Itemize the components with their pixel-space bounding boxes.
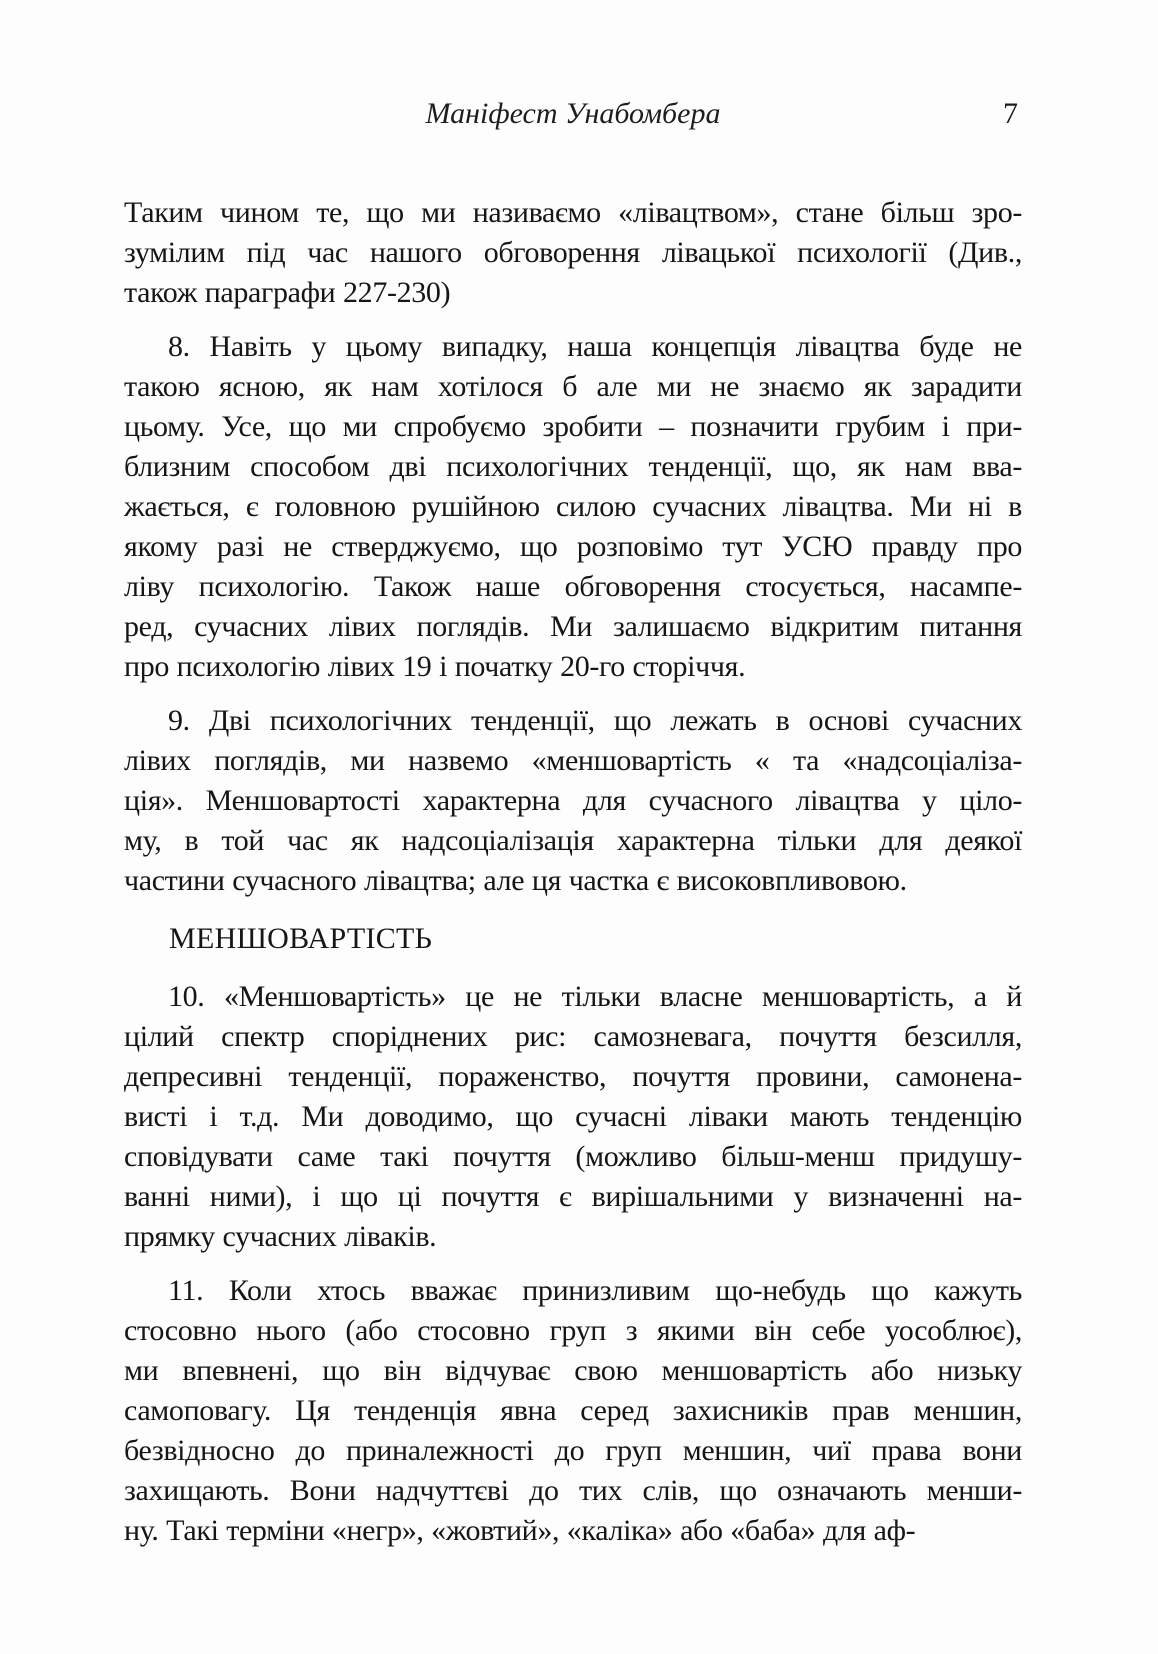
text-line: прямку сучасних ліваків. — [124, 1220, 437, 1253]
text-line: цілий спектр споріднених рис: самозневага, почуття безсилля, — [124, 1020, 1022, 1053]
text-line: захищають. Вони надчуттєві до тих слів, що означають менши- — [124, 1474, 1022, 1507]
text-line: 10. «Меншовартість» це не тільки власне меншовартість, а й — [168, 980, 1022, 1013]
paragraph — [124, 327, 1022, 687]
text-line: 11. Коли хтось вважає принизливим що-небудь що кажуть — [168, 1274, 1022, 1307]
text-line: жається, є головною рушійною силою сучасних лівацтва. Ми ні в — [124, 490, 1022, 523]
text-line: сповідувати саме такі почуття (можливо більш-менш придушу- — [124, 1140, 1022, 1173]
paragraph — [124, 977, 1022, 1257]
text-line: про психологію лівих 19 і початку 20-го сторіччя. — [124, 650, 746, 683]
text-line: частини сучасного лівацтва; але ця частка є високовпливовою. — [124, 864, 907, 897]
running-header-title: Маніфест Унабомбера — [425, 97, 721, 130]
section-heading: МЕНШОВАРТІСТЬ — [169, 922, 433, 955]
text-line: 9. Дві психологічних тенденції, що лежать в основі сучасних — [168, 704, 1022, 737]
text-line: висті і т.д. Ми доводимо, що сучасні ліваки мають тенденцію — [124, 1100, 1022, 1133]
text-line: такою ясною, як нам хотілося б але ми не знаємо як зарадити — [124, 370, 1022, 403]
paragraph — [124, 1271, 1022, 1551]
text-line: цьому. Усе, що ми спробуємо зробити – позначити грубим і при- — [124, 410, 1022, 443]
text-line: му, в той час як надсоціалізація характерна тільки для деякої — [124, 824, 1022, 857]
text-line: якому разі не стверджуємо, що розповімо тут УСЮ правду про — [124, 530, 1022, 563]
text-line: лівих поглядів, ми назвемо «меншовартість « та «надсоціаліза- — [124, 744, 1022, 777]
text-line: ліву психологію. Також наше обговорення стосується, насампе- — [124, 570, 1022, 603]
paragraph — [124, 193, 1022, 313]
text-line: 8. Навіть у цьому випадку, наша концепція лівацтва буде не — [168, 330, 1022, 363]
paragraph — [124, 701, 1022, 901]
text-line: ми впевнені, що він відчуває свою меншовартість або низьку — [124, 1354, 1022, 1387]
text-line: депресивні тенденції, пораженство, почуття провини, самонена- — [124, 1060, 1022, 1093]
text-line: самоповагу. Ця тенденція явна серед захисників прав меншин, — [124, 1394, 1022, 1427]
text-line: ція». Меншовартості характерна для сучасного лівацтва у ціло- — [124, 784, 1022, 817]
text-line: зумілим під час нашого обговорення лівацької психології (Див., — [124, 236, 1022, 269]
text-line: близним способом дві психологічних тенденції, що, як нам вва- — [124, 450, 1022, 483]
page-content — [124, 193, 1022, 1551]
text-line: також параграфи 227-230) — [124, 276, 451, 309]
text-line: безвідносно до приналежності до груп меншин, чиї права вони — [124, 1434, 1022, 1467]
text-line: ред, сучасних лівих поглядів. Ми залишаємо відкритим питання — [124, 610, 1022, 643]
page-number: 7 — [1003, 97, 1018, 130]
text-line: Таким чином те, що ми називаємо «лівацтвом», стане більш зро- — [124, 196, 1022, 229]
text-line: стосовно нього (або стосовно груп з якими він себе уособлює), — [124, 1314, 1022, 1347]
running-header — [124, 97, 1022, 137]
text-line: ванні ними), і що ці почуття є вирішальними у визначенні на- — [124, 1180, 1022, 1213]
text-line: ну. Такі терміни «негр», «жовтий», «каліка» або «баба» для аф- — [124, 1514, 916, 1547]
